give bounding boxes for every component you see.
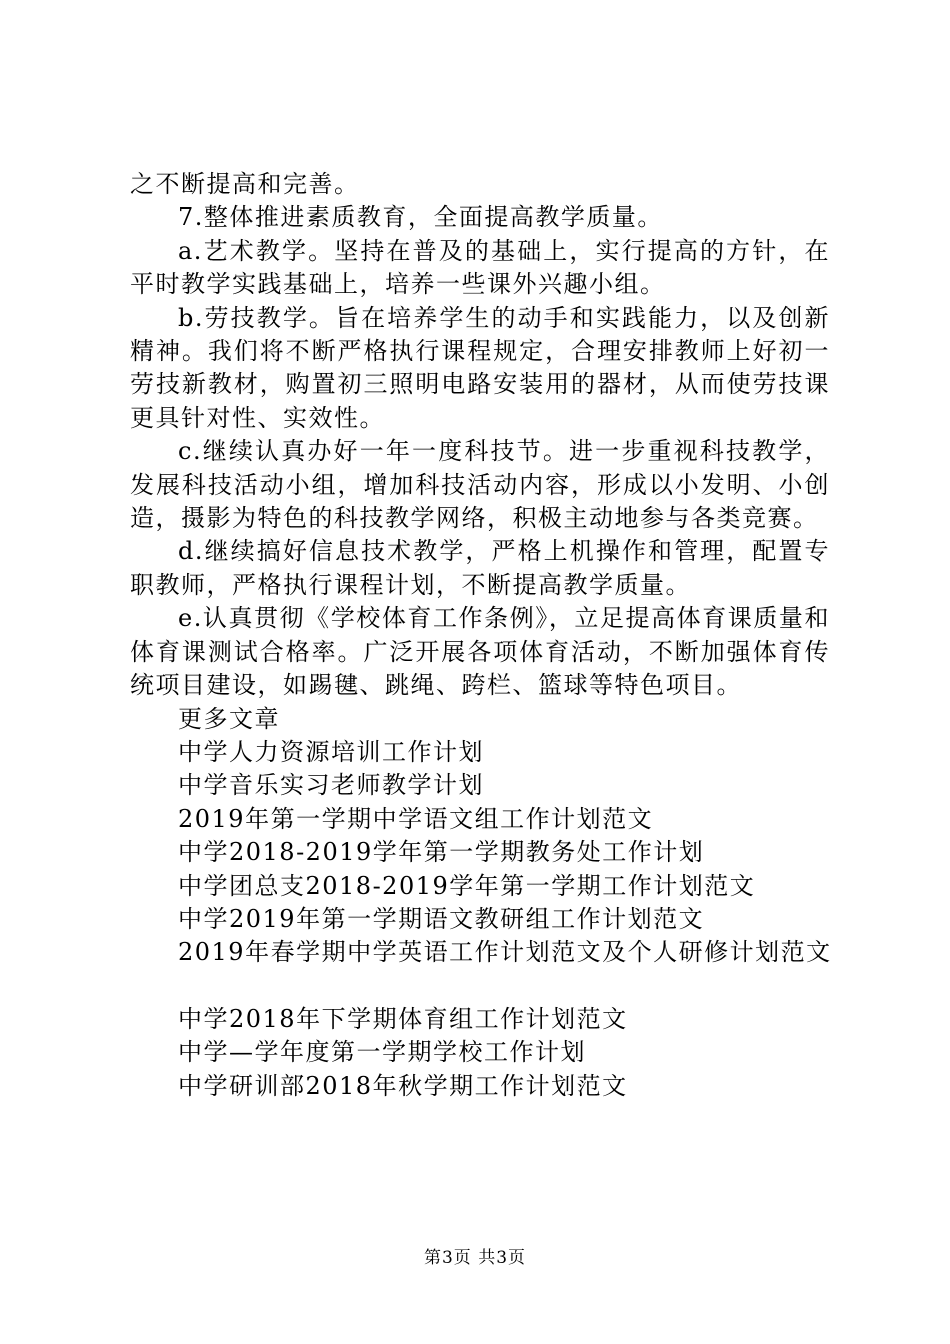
- document-body: [130, 168, 830, 1103]
- article-link[interactable]: 2019年第一学期中学语文组工作计划范文: [178, 804, 654, 833]
- article-link[interactable]: 中学2019年第一学期语文教研组工作计划范文: [178, 904, 705, 933]
- article-link[interactable]: 中学2018年下学期体育组工作计划范文: [178, 1004, 628, 1033]
- more-articles-heading: 更多文章: [178, 704, 280, 733]
- paragraph: 7.整体推进素质教育，全面提高教学质量。: [178, 203, 663, 232]
- article-link[interactable]: 中学—学年度第一学期学校工作计划: [178, 1038, 586, 1067]
- article-link[interactable]: 2019年春学期中学英语工作计划范文及个人研修计划范文: [178, 938, 832, 967]
- paragraph: e.认真贯彻《学校体育工作条例》，立足提高体育课质量和体育课测试合格率。广泛开展各项体育活动，不断加强体育传统项目建设，如踢毽、跳绳、跨栏、篮球等特色项目。: [130, 604, 830, 700]
- paragraph: c.继续认真办好一年一度科技节。进一步重视科技教学，发展科技活动小组，增加科技活动内容，形成以小发明、小创造，摄影为特色的科技教学网络，积极主动地参与各类竞赛。: [130, 437, 830, 533]
- paragraph: d.继续搞好信息技术教学，严格上机操作和管理，配置专职教师，严格执行课程计划，不断提高教学质量。: [130, 537, 830, 599]
- paragraph: 之不断提高和完善。: [130, 170, 360, 198]
- article-link[interactable]: 中学人力资源培训工作计划: [178, 737, 484, 766]
- paragraph: a.艺术教学。坚持在普及的基础上，实行提高的方针，在平时教学实践基础上，培养一些课外兴趣小组。: [130, 236, 830, 299]
- more-articles-list: [130, 736, 830, 1103]
- article-link[interactable]: 中学音乐实习老师教学计划: [178, 771, 484, 800]
- article-link[interactable]: 中学研训部2018年秋学期工作计划范文: [178, 1071, 628, 1100]
- article-link[interactable]: 中学团总支2018-2019学年第一学期工作计划范文: [178, 871, 756, 900]
- page-number-footer: 第3页 共3页: [423, 1248, 527, 1268]
- article-link[interactable]: 中学2018-2019学年第一学期教务处工作计划: [178, 838, 705, 867]
- paragraph: b.劳技教学。旨在培养学生的动手和实践能力，以及创新精神。我们将不断严格执行课程规定，合理安排教师上好初一劳技新教材，购置初三照明电路安装用的器材，从而使劳技课更具针对性、实效性。: [130, 303, 830, 432]
